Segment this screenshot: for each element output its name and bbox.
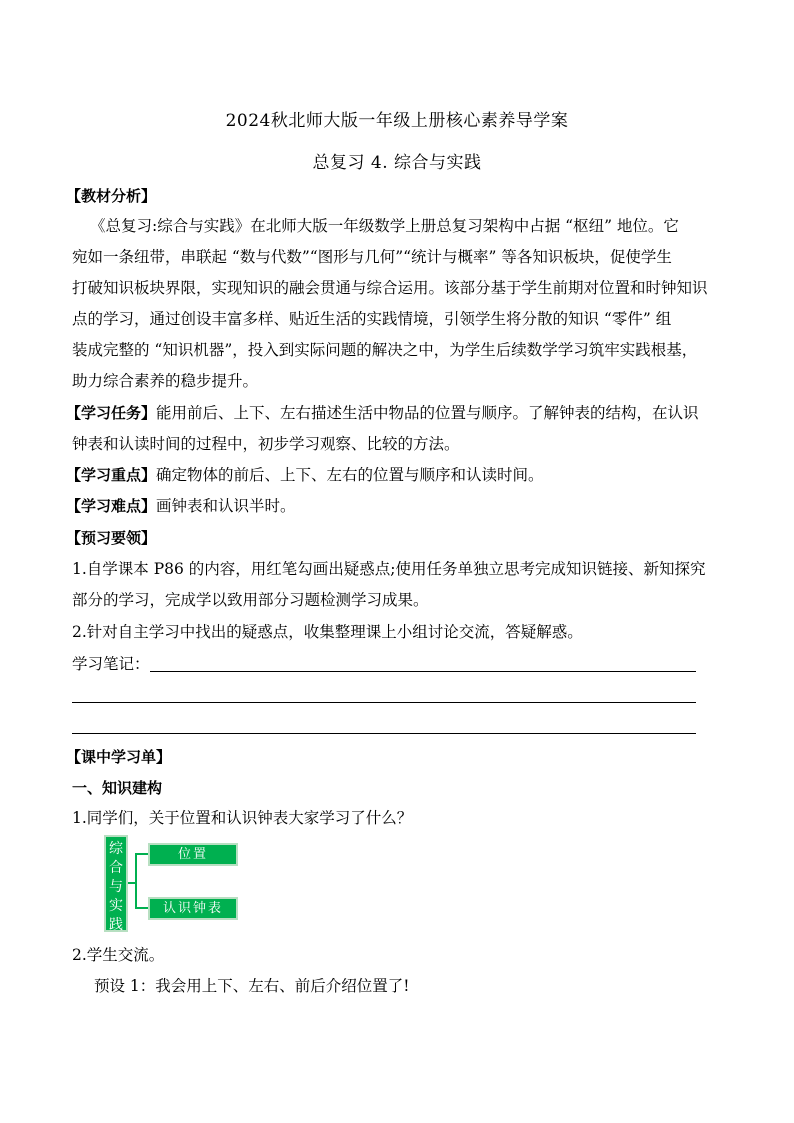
notes-line[interactable] bbox=[150, 671, 696, 672]
section-heading: 一、知识建构 bbox=[72, 779, 163, 797]
focus-text: 确定物体的前后、上下、左右的位置与顺序和认读时间。 bbox=[156, 466, 544, 484]
analysis-line: 宛如一条纽带，串联起 “数与代数”“图形与几何”“统计与概率” 等各知识板块，促使学生 bbox=[72, 248, 672, 266]
task-line2: 钟表和认读时间的过程中，初步学习观察、比较的方法。 bbox=[72, 435, 460, 453]
preview-heading: 【预习要领】 bbox=[66, 529, 157, 547]
preview-item1-line1: 1.自学课本 P86 的内容，用红笔勾画出疑惑点;使用任务单独立思考完成知识链接、新知探究 bbox=[72, 560, 706, 578]
question-1: 1.同学们，关于位置和认识钟表大家学习了什么？ bbox=[72, 809, 413, 827]
root-char: 合 bbox=[109, 860, 123, 876]
diagram-branch-position: 位置 bbox=[148, 843, 238, 866]
root-char: 综 bbox=[109, 841, 123, 857]
focus-paragraph bbox=[66, 465, 726, 485]
task-text: 能用前后、上下、左右描述生活中物品的位置与顺序。了解钟表的结构，在认识 bbox=[156, 404, 699, 422]
analysis-heading: 【教材分析】 bbox=[66, 187, 157, 205]
root-char: 实 bbox=[109, 898, 123, 914]
analysis-line: 点的学习，通过创设丰富多样、贴近生活的实践情境，引领学生将分散的知识 “零件” 组 bbox=[72, 310, 672, 328]
focus-heading: 【学习重点】 bbox=[66, 466, 157, 484]
analysis-line: 助力综合素养的稳步提升。 bbox=[72, 372, 259, 390]
diagram-connector bbox=[128, 835, 150, 932]
diagram-branch-clock: 认识钟表 bbox=[148, 897, 238, 920]
notes-line[interactable] bbox=[72, 702, 696, 703]
notes-label: 学习笔记： bbox=[72, 655, 150, 673]
question-2: 2.学生交流。 bbox=[72, 946, 165, 964]
root-char: 与 bbox=[109, 879, 123, 895]
difficulty-paragraph bbox=[66, 496, 726, 516]
diagram-root-box bbox=[104, 835, 128, 932]
lesson-title: 总复习 4. 综合与实践 bbox=[312, 153, 482, 173]
document-title: 2024秋北师大版一年级上册核心素养导学案 bbox=[225, 111, 569, 131]
task-heading: 【学习任务】 bbox=[66, 404, 157, 422]
analysis-line: 打破知识板块界限，实现知识的融会贯通与综合运用。该部分基于学生前期对位置和时钟知识 bbox=[72, 279, 708, 297]
notes-line[interactable] bbox=[72, 733, 696, 734]
preview-item1-line2: 部分的学习，完成学以致用部分习题检测学习成果。 bbox=[72, 591, 429, 609]
analysis-line: 《总复习:综合与实践》在北师大版一年级数学上册总复习架构中占据 “枢纽” 地位。它 bbox=[90, 217, 679, 235]
classwork-heading: 【课中学习单】 bbox=[66, 748, 172, 766]
root-char: 践 bbox=[109, 917, 123, 933]
difficulty-heading: 【学习难点】 bbox=[66, 497, 157, 515]
preview-item2: 2.针对自主学习中找出的疑惑点，收集整理课上小组讨论交流，答疑解惑。 bbox=[72, 623, 583, 641]
knowledge-map-diagram bbox=[104, 835, 244, 935]
analysis-line: 装成完整的 “知识机器”，投入到实际问题的解决之中，为学生后续数学学习筑牢实践根基， bbox=[72, 341, 698, 359]
difficulty-text: 画钟表和认识半时。 bbox=[156, 497, 296, 515]
task-paragraph bbox=[66, 403, 726, 423]
preset-answer-1: 预设 1：我会用上下、左右、前后介绍位置了! bbox=[94, 977, 410, 995]
